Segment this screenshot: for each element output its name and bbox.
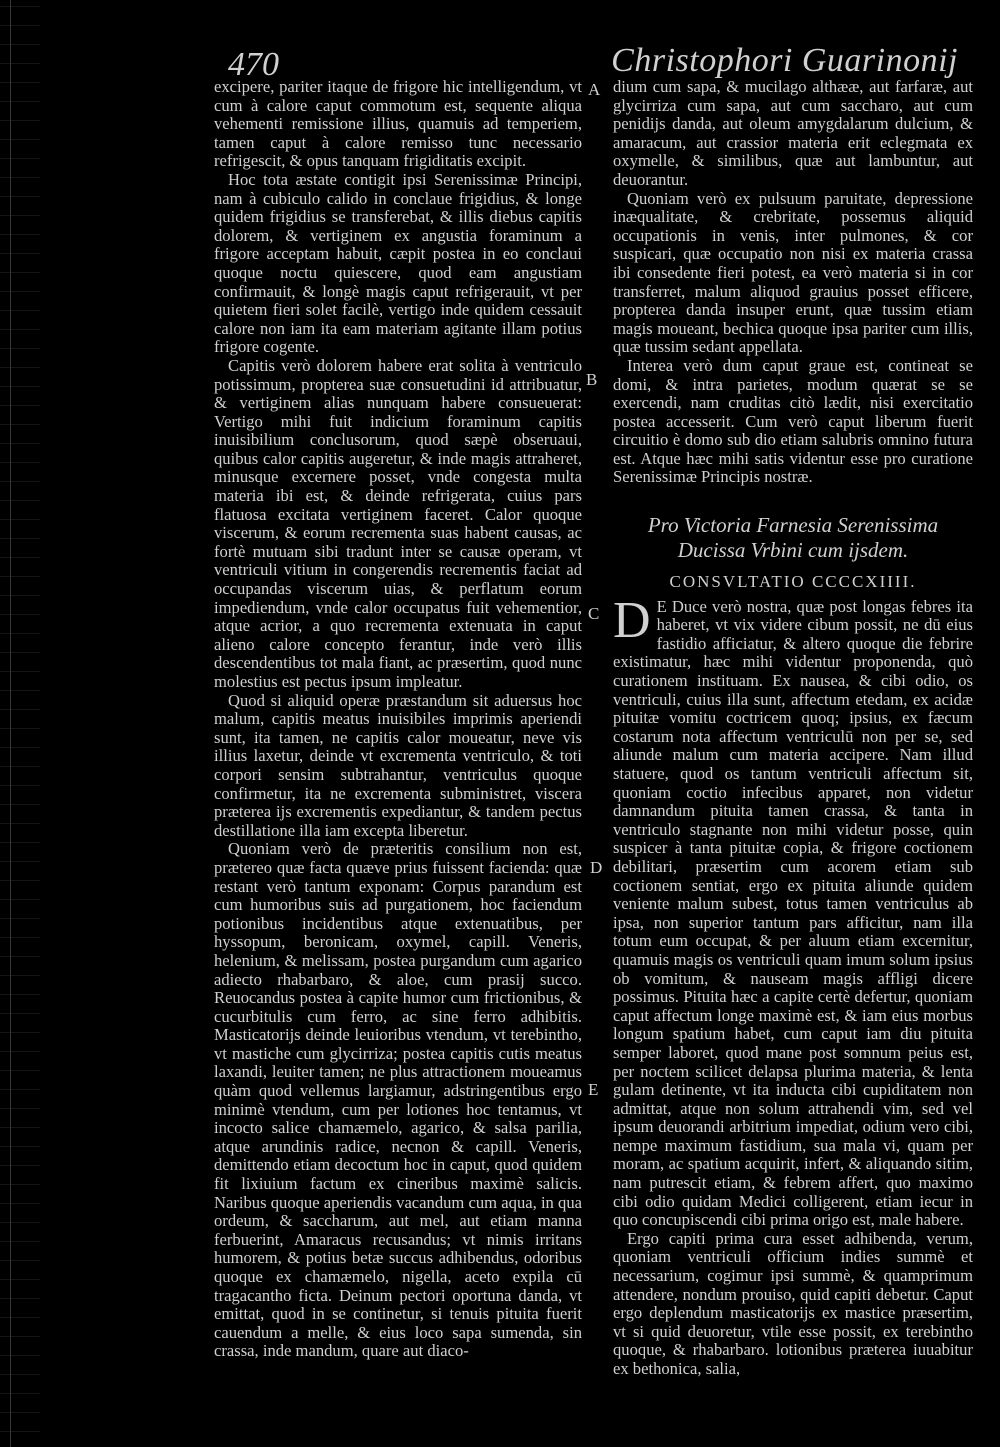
margin-letter-c: C: [588, 604, 600, 623]
margin-letter-d: D: [590, 858, 603, 877]
paragraph: [613, 591, 973, 1230]
paragraph: dium cum sapa, & mucilago althææ, aut farfaræ, aut glycirriza cum sapa, aut cum saccharo, aut cum penidijs danda, aut oleum amygdalarum dulcium, & amaracum, aut crassior materia erit eclegmata ex oxymelle, & similibus, quæ aut lambuntur, aut deuorantur.: [613, 77, 973, 189]
paragraph: Hoc tota æstate contigit ipsi Serenissimæ Principi, nam à cubiculo calido in conclaue frigidius, & longe quidem frigidius se transferebat, & illis diebus capitis dolorem, & vertiginem ex angustia foraminum a frigore acceptam habuit, cæpit postea in eo conclaui quoque noctu quiescere, quod eam angustiam confirmauit, & longè magis caput refrigerauit, vt per quietem fieri solet facilè, vertigo inde quidem cessauit calore non iam ita eam materiam agitante illam potius frigore cogente.: [214, 169, 582, 357]
paragraph: Quod si aliquid operæ præstandum sit aduersus hoc malum, capitis meatus inuisibiles imprimis aperiendi sunt, ita tamen, ne capitis calor moueatur, neve vis illius laxetur, deinde vt excrementa ventriculo, & toti corpori sensim subtrahantur, ventriculus quoque confirmetur, ita ne excrementa subministret, viscera præterea ijs excrementis expediantur, & tandem pectus destillatione illa iam excepta liberetur.: [214, 690, 582, 840]
paragraph: excipere, pariter itaque de frigore hic intelligendum, vt cum à calore caput commotum est, sequente aliqua vehementi remissione illius, quamuis ad temperiem, tamen caput à calore remisso tunc necessario refrigescit, & opus tanquam frigiditatis excipit.: [214, 77, 582, 171]
paragraph: Quoniam verò de præteritis consilium non est, prætereo quæ facta quæve prius fuissent facienda: quæ restant verò tantum exponam: Corpus parandum est cum humoribus suis ad purgationem, hoc faciendum potionibus incidentibus atque extenuatibus, per hyssopum, beronicam, oxymel, capill. Veneris, helenium, & melissam, postea purgandum cum agarico adiecto rhabarbaro, & aloe, cum prasij succo. Reuocandus postea à capite humor cum frictionibus, & cucurbitulis cum ferro, ac sine ferro adhibitis. Masticatorijs deinde leuioribus vtendum, vt terebintho, vt mastiche cum glycirriza; postea capitis cutis meatus laxandi, leuiter tamen; ne plus attractionem moueamus quàm quod vellemus largiamur, adstringentibus ergo minimè vtendum, cum per lotiones hoc tentamus, vt incocto salice chamæmelo, agarico, & salsa parilia, atque arundinis radice, necnon & capill. Veneris, demittendo etiam decoctum hoc in caput, quod quidem fit lixiuium factum ex cineribus maximè salicis. Naribus quoque aperiendis vacandum cum aqua, in qua ordeum, & saccharum, aut mel, aut etiam manna ferbuerint, Amaracus recusandus; vt nimis irritans humorem, & potius betæ succus adhibendus, odoribus quoque ex chamæmelo, nigella, aceto expila cū tragacantho ficta. Deinum pectori oportuna danda, vt emittat, quod in se continetur, si tenuis pituita fuerit cauendum a melle, & eius loco sapa sumenda, sin crassa, inde mandum, quare aut diaco-: [214, 839, 582, 1361]
consultatio-heading: CONSVLTATIO CCCCXIIII.: [669, 572, 917, 592]
paragraph: Ergo capiti prima cura esset adhibenda, verum, quoniam ventriculi officium indies summè et necessarium, cogimur ipsi summè, & quamprimum attendere, nondum prouiso, quid capiti debetur. Caput ergo deplendum masticatorijs ex mastice præsertim, vt si quid deuoretur, vtile esse possit, ex terebintho quoque, & rhabarbaro. lotionibus præterea iuuabitur ex bethonica, salia,: [613, 1228, 973, 1378]
running-title: Christophori Guarinonij: [611, 42, 958, 79]
margin-letter-a: A: [588, 80, 601, 99]
paragraph: Capitis verò dolorem habere erat solita à ventriculo potissimum, propterea suæ consuetudini id attribuatur, & vertiginem alias nunquam habere consueuerat: Vertigo mihi fuit indicium foraminum capitis inuisibilium conclusorum, quod sæpè obseruaui, quibus calor capitis augeretur, & inde magis attraheret, minusque excernere posset, vnde congesta multa materia ibi est, & deinde refrigerata, cuius pars flatuosa excitata vertiginem faceret. Calor quoque viscerum, & eorum recrementa suas habent causas, ac fortè mutuam sibi tradunt inter se causæ operam, vt ventriculi vitium in congerendis recrementis faciat ad occupandas viscerum uias, & perflatum eorum impediendum, vnde calor occupatus fuit vehementior, atque acrior, a quo recrementa extenuata in caput alieno calore concepto ferantur, inde verò illis descendentibus tot mala fiant, ac præsertim, quod nunc molestius est pectus ipsum impleatur.: [214, 355, 582, 691]
paragraph-text: E Duce verò nostra, quæ post longas febres ita haberet, vt vix videre cibum possit, ne dū eius fastidio afficiatur, & altero quoque die febrire existimatur, hæc mihi videntur proponenda, quò curationem instituam. Ex nausea, & cibi odio, os ventriculi, cuius illa sunt, affectum etedam, ex acidæ pituitæ vomitu coctricem quoq; ipsius, ex fæcum costarum nota affectum ventriculū non per se, sed aliunde malum cum materia accipere. Nam illud statuere, quod os tantum ventriculi affectum sit, quoniam coctio infecibus apparet, non videtur damnandum pituita tamen crassa, & tanta in ventriculo stagnante non mihi videtur posse, quin suspicer à tanta pituitæ copia, & frigore coctionem debilitari, præsertim cum acorem etiam sub coctionem sentiat, ergo ex pituita aliunde quidem veniente malum subest, totus tamen ventriculus ab ipsa, non superior tantum pars afficitur, nam illa totum eum occupat, & per aluum etiam excernitur, quamuis magis os ventriculi quam imum solum ipsius ob vomitum, & nauseam magis affligi dicere possimus. Pituita hæc a capite certè defertur, quoniam caput affectum longe maximè est, & iam eius morbus longum spatium habet, cum caput iam diu pituita semper laboret, quod mane post somnum peius est, per noctem scilicet delapsa plurima materia, & lenta gulam detinente, vt ita inducta cibi cupiditatem non admittat, atque non solum attrahendi vim, sed vel ipsum deuorandi arbitrium impediat, odium vero cibi, nempe maximum fastidium, sua mala vi, quam per moram, ac spatium acquirit, infert, & aliquando sitim, nam putrescit etiam, & febrem affert, quo maximo cibi odio quidam Medici colligerent, etiam iecur in quo concupiscendi cibi prima origo est, male habere.: [613, 596, 973, 1230]
drop-cap: D: [613, 591, 651, 649]
margin-letter-e: E: [588, 1080, 599, 1099]
scan-binding-edge: [0, 0, 40, 1447]
paragraph: Interea verò dum caput graue est, contineat se domi, & intra parietes, modum quærat se se exercendi, nam cruditas citò lædit, nisi exercitatio postea accesserit. Cum verò caput liberum fuerit circuitio è domo sub dio etiam salubris omnino futura est. Atque hæc mihi satis videntur esse pro curatione Serenissimæ Principis nostræ.: [613, 355, 973, 487]
right-column: [613, 78, 973, 1379]
paragraph: Quoniam verò ex pulsuum paruitate, depressione inæqualitate, & crebritate, possemus aliquid occupationis in venis, inter pulmones, & cor suspicari, quæ occupatio non nisi ex materia crassa ibi consedente fieri potest, ea verò materia si in cor transferret, malum aliquod grauius posset efficere, propterea danda insuper erunt, quæ tussim etiam magis moueant, bechica quoque ipsa pariter cum illis, quæ tussim sedant appellata.: [613, 188, 973, 357]
section-title: Pro Victoria Farnesia Serenissima Ducissa Vrbini cum ijsdem.: [647, 513, 939, 563]
page-number: 470: [228, 46, 279, 83]
margin-letter-b: B: [586, 370, 598, 389]
left-column: [214, 78, 582, 1361]
